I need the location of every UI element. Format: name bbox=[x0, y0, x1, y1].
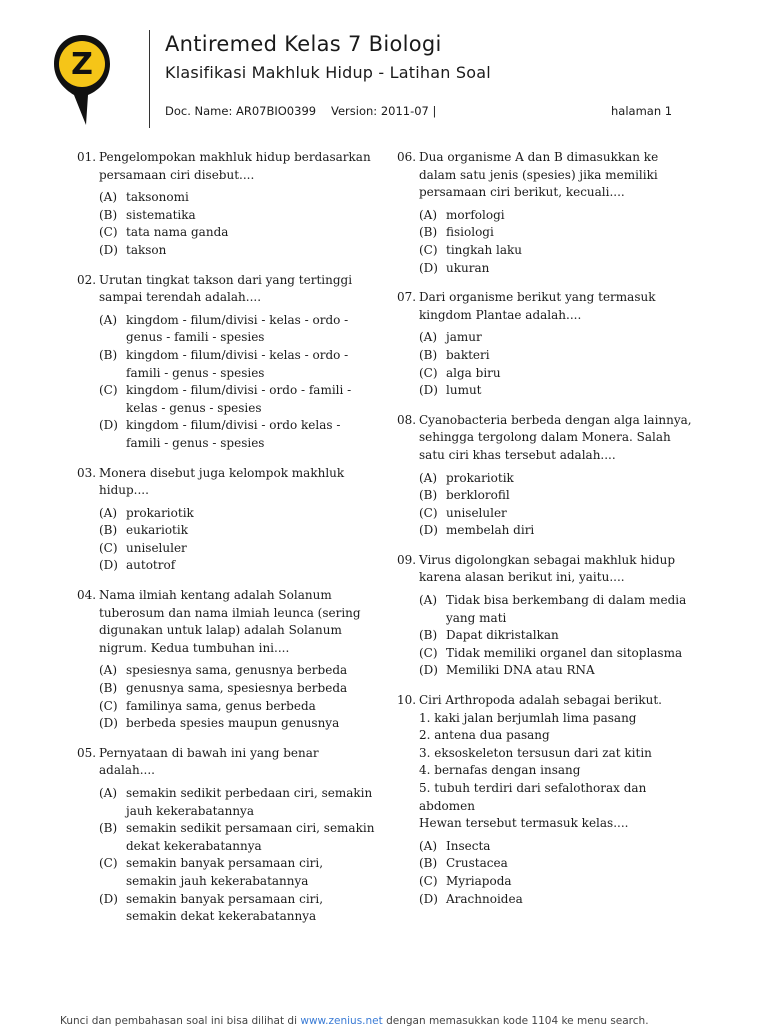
question-text: Pengelompokan makhluk hidup berdasarkan persamaan ciri disebut.... bbox=[99, 150, 371, 182]
option-text: prokariotik bbox=[446, 470, 514, 485]
question-text: Virus digolongkan sebagai makhluk hidup karena alasan berikut ini, yaitu.... bbox=[419, 552, 676, 585]
answer-option bbox=[397, 592, 699, 627]
option-text: tingkah laku bbox=[446, 242, 523, 257]
question-07 bbox=[397, 289, 699, 400]
header-divider bbox=[149, 30, 150, 128]
option-label: (B) bbox=[99, 681, 118, 696]
option-text: berbeda spesies maupun genusnya bbox=[126, 716, 340, 731]
option-label: (B) bbox=[419, 488, 438, 503]
option-label: (C) bbox=[99, 856, 118, 871]
question-text: Dua organisme A dan B dimasukkan ke dalam satu jenis (spesies) jika memiliki persamaan ciri berikut, kecuali.... bbox=[419, 150, 659, 200]
answer-option bbox=[397, 470, 699, 488]
option-text: genusnya sama, spesiesnya berbeda bbox=[126, 681, 348, 696]
question-number: 02. bbox=[77, 272, 97, 287]
question-text: Nama ilmiah kentang adalah Solanum tuberosum dan nama ilmiah leunca (sering digunakan untuk lalap) adalah Solanum nigrum. Kedua tumbuhan ini.... bbox=[99, 588, 361, 655]
statement-item: 5. tubuh terdiri dari sefalothorax dan abdomen bbox=[419, 781, 647, 813]
doc-name: Doc. Name: AR07BIO0399 bbox=[165, 104, 317, 118]
answer-option bbox=[397, 855, 699, 873]
option-label: (B) bbox=[99, 347, 118, 362]
option-text: membelah diri bbox=[446, 523, 535, 538]
option-text: kingdom - filum/divisi - ordo - famili - kelas - genus - spesies bbox=[126, 383, 352, 415]
logo-letter: Z bbox=[71, 47, 93, 82]
option-text: semakin banyak persamaan ciri, semakin dekat kekerabatannya bbox=[126, 891, 324, 924]
option-label: (C) bbox=[419, 365, 438, 380]
question-04 bbox=[77, 587, 377, 733]
footer-note bbox=[60, 1015, 649, 1027]
answer-options bbox=[77, 312, 377, 453]
answer-option bbox=[397, 873, 699, 891]
answer-option bbox=[77, 785, 377, 820]
answer-options bbox=[397, 329, 699, 399]
option-label: (D) bbox=[419, 523, 438, 538]
option-text: kingdom - filum/divisi - kelas - ordo - famili - genus - spesies bbox=[126, 347, 349, 380]
question-text: Cyanobacteria berbeda dengan alga lainnya, sehingga tergolong dalam Monera. Salah satu ciri khas tersebut adalah.... bbox=[419, 412, 692, 462]
option-label: (A) bbox=[99, 786, 118, 800]
option-text: spesiesnya sama, genusnya berbeda bbox=[126, 663, 348, 678]
answer-options bbox=[397, 592, 699, 680]
option-label: (A) bbox=[99, 312, 118, 327]
answer-options bbox=[77, 189, 377, 259]
option-label: (A) bbox=[419, 470, 438, 485]
question-text: Pernyataan di bawah ini yang benar adalah.... bbox=[99, 745, 319, 778]
logo-graphic bbox=[52, 33, 112, 129]
answer-option bbox=[77, 698, 377, 716]
question-06 bbox=[397, 149, 699, 277]
option-text: morfologi bbox=[446, 207, 505, 222]
option-text: Crustacea bbox=[446, 856, 508, 871]
answer-option bbox=[397, 645, 699, 663]
option-text: kingdom - filum/divisi - kelas - ordo - genus - famili - spesies bbox=[126, 312, 349, 345]
option-text: eukariotik bbox=[126, 523, 188, 538]
zenius-logo bbox=[52, 33, 112, 129]
footer-link[interactable]: www.zenius.net bbox=[300, 1015, 383, 1027]
answer-option bbox=[77, 312, 377, 347]
answer-option bbox=[77, 557, 377, 575]
statement-item: 1. kaki jalan berjumlah lima pasang bbox=[419, 710, 637, 725]
answer-option bbox=[397, 505, 699, 523]
option-label: (C) bbox=[99, 383, 118, 398]
option-label: (C) bbox=[99, 540, 118, 555]
answer-option bbox=[77, 242, 377, 260]
question-text: Dari organisme berikut yang termasuk kingdom Plantae adalah.... bbox=[419, 290, 656, 322]
option-label: (C) bbox=[419, 873, 438, 888]
option-label: (D) bbox=[419, 383, 438, 398]
answer-option bbox=[77, 522, 377, 540]
answer-option bbox=[77, 540, 377, 558]
answer-options bbox=[77, 785, 377, 926]
option-text: uniseluler bbox=[126, 540, 187, 555]
option-text: Arachnoidea bbox=[446, 891, 523, 906]
question-10 bbox=[397, 692, 699, 908]
option-label: (B) bbox=[99, 207, 118, 222]
option-label: (B) bbox=[419, 856, 438, 871]
option-text: kingdom - filum/divisi - ordo kelas - famili - genus - spesies bbox=[126, 418, 341, 450]
statement-item: Hewan tersebut termasuk kelas.... bbox=[419, 816, 629, 831]
question-number: 01. bbox=[77, 150, 97, 164]
option-text: taksonomi bbox=[126, 190, 189, 205]
statement-item: 3. eksoskeleton tersusun dari zat kitin bbox=[419, 745, 652, 760]
option-label: (B) bbox=[419, 225, 438, 240]
question-number: 08. bbox=[397, 412, 417, 427]
question-09 bbox=[397, 552, 699, 680]
question-number: 06. bbox=[397, 150, 417, 164]
option-text: ukuran bbox=[446, 260, 490, 275]
option-label: (B) bbox=[99, 523, 118, 538]
question-text: Ciri Arthropoda adalah sebagai berikut. bbox=[419, 693, 662, 708]
answer-option bbox=[77, 662, 377, 680]
option-text: fisiologi bbox=[446, 225, 494, 240]
answer-option bbox=[397, 662, 699, 680]
option-text: Tidak bisa berkembang di dalam media yang mati bbox=[446, 593, 687, 625]
option-label: (D) bbox=[99, 242, 118, 257]
question-03 bbox=[77, 465, 377, 576]
question-05 bbox=[77, 745, 377, 926]
option-label: (D) bbox=[99, 716, 118, 731]
answer-option bbox=[77, 680, 377, 698]
answer-option bbox=[77, 382, 377, 417]
option-label: (A) bbox=[419, 330, 438, 345]
option-label: (A) bbox=[419, 593, 438, 608]
document-title: Antiremed Kelas 7 Biologi bbox=[165, 32, 442, 56]
option-label: (C) bbox=[99, 225, 118, 240]
questions-column-left bbox=[77, 149, 377, 938]
option-label: (D) bbox=[419, 891, 438, 906]
option-label: (A) bbox=[99, 190, 118, 205]
answer-option bbox=[77, 417, 377, 452]
question-08 bbox=[397, 412, 699, 540]
option-label: (D) bbox=[419, 663, 438, 678]
option-text: semakin banyak persamaan ciri, semakin jauh kekerabatannya bbox=[126, 856, 324, 888]
option-text: alga biru bbox=[446, 365, 501, 380]
question-number: 07. bbox=[397, 290, 417, 305]
option-label: (B) bbox=[99, 821, 118, 836]
option-text: Dapat dikristalkan bbox=[446, 628, 559, 643]
option-label: (D) bbox=[99, 558, 118, 573]
option-text: semakin sedikit persamaan ciri, semakin dekat kekerabatannya bbox=[126, 821, 375, 853]
answer-option bbox=[77, 820, 377, 855]
answer-option bbox=[397, 382, 699, 400]
answer-option bbox=[77, 505, 377, 523]
option-label: (A) bbox=[419, 838, 438, 853]
answer-options bbox=[397, 470, 699, 540]
option-label: (D) bbox=[99, 418, 118, 433]
answer-option bbox=[397, 891, 699, 909]
option-label: (C) bbox=[419, 242, 438, 257]
answer-options bbox=[77, 662, 377, 732]
answer-option bbox=[77, 207, 377, 225]
option-text: bakteri bbox=[446, 347, 490, 362]
answer-option bbox=[397, 207, 699, 225]
option-label: (C) bbox=[419, 645, 438, 660]
answer-options bbox=[397, 838, 699, 908]
answer-option bbox=[397, 627, 699, 645]
option-label: (C) bbox=[419, 505, 438, 520]
option-label: (A) bbox=[99, 663, 118, 678]
answer-option bbox=[397, 365, 699, 383]
document-header bbox=[165, 30, 725, 118]
answer-option bbox=[397, 260, 699, 278]
option-text: jamur bbox=[446, 330, 482, 345]
answer-option bbox=[77, 224, 377, 242]
answer-option bbox=[397, 347, 699, 365]
question-text: Urutan tingkat takson dari yang tertinggi sampai terendah adalah.... bbox=[99, 272, 353, 305]
footer-text-after: dengan memasukkan kode 1104 ke menu search. bbox=[382, 1015, 649, 1027]
option-text: Memiliki DNA atau RNA bbox=[446, 663, 595, 678]
option-label: (C) bbox=[99, 698, 118, 713]
question-02 bbox=[77, 272, 377, 453]
answer-option bbox=[77, 347, 377, 382]
option-text: familinya sama, genus berbeda bbox=[126, 698, 316, 713]
footer-text-before: Kunci dan pembahasan soal ini bisa dilihat di bbox=[60, 1015, 301, 1027]
option-text: Tidak memiliki organel dan sitoplasma bbox=[446, 645, 683, 660]
option-text: lumut bbox=[446, 383, 482, 398]
answer-options bbox=[77, 505, 377, 575]
question-text: Monera disebut juga kelompok makhluk hidup.... bbox=[99, 465, 345, 498]
option-text: takson bbox=[126, 242, 167, 257]
option-label: (B) bbox=[419, 347, 438, 362]
answer-option bbox=[397, 224, 699, 242]
answer-option bbox=[77, 189, 377, 207]
question-01 bbox=[77, 149, 377, 260]
option-text: semakin sedikit perbedaan ciri, semakin jauh kekerabatannya bbox=[126, 786, 373, 818]
option-text: autotrof bbox=[126, 558, 176, 573]
answer-option bbox=[397, 487, 699, 505]
question-number: 10. bbox=[397, 693, 417, 708]
question-number: 03. bbox=[77, 465, 97, 480]
option-label: (D) bbox=[99, 891, 118, 906]
option-text: berklorofil bbox=[446, 488, 510, 503]
option-text: uniseluler bbox=[446, 505, 507, 520]
option-text: tata nama ganda bbox=[126, 225, 229, 240]
doc-version: Version: 2011-07 | bbox=[331, 104, 437, 118]
answer-option bbox=[77, 855, 377, 890]
answer-option bbox=[77, 891, 377, 926]
document-subtitle: Klasifikasi Makhluk Hidup - Latihan Soal bbox=[165, 63, 491, 82]
statement-item: 4. bernafas dengan insang bbox=[419, 763, 581, 778]
question-statements bbox=[419, 710, 699, 833]
option-text: sistematika bbox=[126, 207, 196, 222]
statement-item: 2. antena dua pasang bbox=[419, 728, 550, 743]
question-number: 04. bbox=[77, 588, 97, 603]
answer-option bbox=[397, 838, 699, 856]
option-label: (A) bbox=[419, 207, 438, 222]
questions-column-right bbox=[397, 149, 699, 920]
answer-option bbox=[397, 522, 699, 540]
answer-option bbox=[397, 329, 699, 347]
answer-options bbox=[397, 207, 699, 277]
question-number: 09. bbox=[397, 552, 417, 567]
answer-option bbox=[77, 715, 377, 733]
page-number: halaman 1 bbox=[611, 104, 673, 118]
option-label: (B) bbox=[419, 628, 438, 643]
option-text: Insecta bbox=[446, 838, 491, 853]
option-text: Myriapoda bbox=[446, 873, 512, 888]
answer-option bbox=[397, 242, 699, 260]
option-text: prokariotik bbox=[126, 505, 194, 520]
option-label: (A) bbox=[99, 505, 118, 520]
question-number: 05. bbox=[77, 745, 97, 760]
option-label: (D) bbox=[419, 260, 438, 275]
